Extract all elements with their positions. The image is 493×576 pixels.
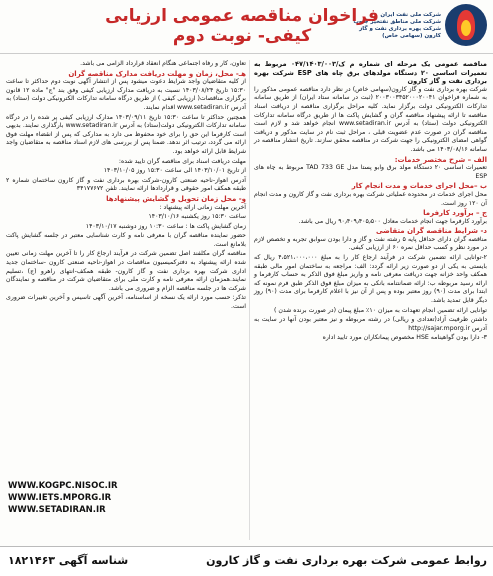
paragraph: توانایی ارائه تضمین انجام تعهدات به میزان ۱۰٪ مبلغ پیمان (در صورت برنده شدن ) xyxy=(273,306,487,314)
paragraph: تذکر: حسب مورد ارائه یک نسخه از اساسنامه، آخرین آگهی تاسیس و آخرین تغییرات ضروری است. xyxy=(6,294,246,311)
website-link[interactable]: WWW.IETS.MPORG.IR xyxy=(8,493,112,503)
section-heading: و- محل زمان تحویل و گشایش پیشنهادها xyxy=(106,194,246,203)
paragraph: آدرس اهواز-ناحیه صنعتی کارون-شرکت بهره برداری نفت و گاز کارون ساختمان شماره ۲ طبقه همکف امور حقوقی و قراردادها ارائه نمایند. تلفن ۳۴۱۷۷۶۷۲ xyxy=(6,176,246,193)
tender-heading: مناقصه عمومی یک مرحله ای شماره م ک/۰۴۷/۱۴۰۳/۰۰۳ مربوط به تعمیرات اساسی ۲۰ دستگاه مولدهای برق چاه های ESP شرکت بهره برداری نفت و گاز کارون xyxy=(254,60,488,86)
section-heading: هـ- محل، زمان و مهلت دریافت مدارک مناقصه گران xyxy=(68,69,246,78)
paragraph: از کلیه متقاضیان واجد شرایط دعوت میشود پس از انتشار آگهی نوبت دوم حداکثر تا ساعت ۱۵:۳۰ تاریخ ۱۴۰۳/۰۸/۲۴ نسبت به دریافت مدارک ارزیابی کیفی وفق بند "ج" ماده ۱۲ قانون برگزاری مناقصات( ارزیابی کیفی ) از طریق درگاه سامانه تدارکات الکترونیکی دولت (ستاد) به آدرس www.setadiran.ir اقدام نمایند. xyxy=(6,78,246,111)
paragraph: تعاون، کار و رفاه اجتماعی هنگام انعقاد قرارداد الزامی می باشد. xyxy=(80,60,246,67)
website-link[interactable]: WWW.KOGPC.NISOC.IR xyxy=(8,481,118,491)
ad-identifier: شناسه آگهی ۱۸۲۱۴۶۳ xyxy=(8,554,129,567)
page-title: فراخوان مناقصه عمومی ارزیابی کیفی- نوبت دوم xyxy=(105,6,379,46)
paragraph: مناقصه گران دارای حداقل پایه ۵ رشته نفت و گاز و دارا بودن سوابق تجربه و تخصص لازم در مورد نظر و کسب حداقل نمره ۶۰ از ارزیابی کیفی. xyxy=(254,235,487,252)
section-heading: ب –محل اجرای خدمات و مدت انجام کار xyxy=(351,182,487,191)
paragraph: برآورد کارفرما جهت انجام خدمات معادل ۹۰٫۴۰۹٫۴۰۵٫۵۰۰ ریال می باشد. xyxy=(298,217,487,225)
section-heading: ج – برآورد کارفرما xyxy=(423,209,487,218)
paragraph: شرکت بهره برداری نفت و گاز کارون(سهامی خاص) در نظر دارد مناقصه عمومی مذکور را به شماره فراخوان ۲۰۰۳۰۰۳۴۵۲۰۰۰۲۰۰۴۱ (ثبت در سامانه ستاد ایران) از طریق سامانه تدارکات الکترونیکی دولت برگزار نماید. کلیه مراحل برگزاری مناقصه از دریافت اسناد مناقصه تا ارائه پیشنهاد مناقصه گران و گشایش پاکت ها از طریق درگاه سامانه تدارکات الکترونیکی دولت (ستاد) به آدرس www.setadiran.ir انجام خواهد شد و لازم است مناقصه گران در صورت عدم عضویت قبلی ، مراحل ثبت نام در سایت مذکور و دریافت گواهی امضای الکترونیکی را جهت شرکت در مناقصه محقق سازند. تاریخ انتشار مناقصه در سامانه ۱۴۰۳/۰۸/۱۶ می باشد. xyxy=(254,85,488,153)
nioc-logo-icon xyxy=(445,4,487,46)
organization-name: شرکت ملی نفت ایران شرکت ملی مناطق نفتخیز جنوب شرکت بهره برداری نفت و گاز کارون (سهامی خاص) xyxy=(353,12,441,39)
left-column xyxy=(6,60,246,313)
section-heading: الف – شرح مختصر خدمات: xyxy=(394,155,487,164)
paragraph: مهلت دریافت اسناد برای مناقصه گران تایید شده: xyxy=(118,157,246,165)
paragraph: همچنین حداکثر تا ساعت ۱۵:۳۰ تاریخ ۱۴۰۳/۰۹/۱۱ مدارک ارزیابی کیفی پر شده را در درگاه سامانه تدارکات الکترونیکی دولت(ستاد) به آدرس www.setadiran.ir بارگذاری نمایند. بدیهی است کارفرما این حق را برای خود محفوظ می دارد به مدارکی که پس از انقضاء مهلت فوق ارائه می گردد، ترتیب اثر ندهد. ضمنا پس از بررسی های لازم اسناد مناقصه به متقاضیان واجد شرایط قابل ارائه خواهد بود. xyxy=(6,113,247,155)
paragraph: زمان گشایش پاکت ها : ساعت ۱۰:۳۰ روز دوشنبه ۱۴۰۳/۱۰/۱۷ xyxy=(85,222,246,230)
paragraph: حضور نماینده مناقصه گران با معرفی نامه و کارت شناسایی معتبر در جلسه گشایش پاکت بلامانع است. xyxy=(6,232,246,248)
paragraph: از تاریخ ۱۴۰۳/۱۰/۰۱ الی ساعت ۱۵:۳۰ روز ۱۴۰۳/۱۰/۰۵ xyxy=(103,167,246,175)
header xyxy=(0,0,493,54)
paragraph: ۲-توانایی ارائه تضمین شرکت در فرآیند ارجاع کار را به مبلغ ۴،۵۲۱،۰۰۰،۰۰۰ ریال که بایستی به یکی از دو صورت زیر ارائه گردد: الف: مراجعه به ساختمان امور مالی طبقه همکف واحد خزانه جهت دریافت معرفی نامه و واریز مبلغ فوق الذکر به حساب کارفرما و ارائه رسید مربوطه ب: ارائه ضمانتنامه بانکی به میزان مبلغ فوق الذکر طبق فرم نمونه که ابتدا برای مدت (۹۰) روز معتبر بوده و پس از آن نیز با اعلام کارفرما برای مدت (۹۰) روز دیگر قابل تمدید باشد. xyxy=(254,254,487,305)
paragraph: آخرین مهلت زمانی ارائه پیشنهاد : xyxy=(159,203,246,211)
paragraph: داشتن ظرفیت آزاد(تعدادی و ریالی) در رشته مربوطه و نیز معتبر بودن آنها در سایت به آدرس http://sajar.mporg.ir xyxy=(254,316,487,332)
paragraph: محل اجرای خدمات در محدوده عملیاتی شرکت بهره برداری نفت و گاز کارون و مدت انجام آن ۱۲۰ روز است. xyxy=(254,190,487,207)
paragraph: مناقصه گران مکلفند اصل تضمین شرکت در فرآیند ارجاع کار را تا آخرین مهلت زمانی تعیین شده ارائه پیشنهاد به دفترکمیسیون مناقصات در اهواز-ناحیه صنعتی کارون -ساختمان جدید اداری شرکت بهره برداری نفت و گاز کارون- طبقه همکف-انتهای راهرو (ج) ،تسلیم نمایند.همزمان ارائه معرفی نامه و کارت ملی برای متقاضیان شرکت در مناقصه و نمایندگان شرکت ها در جلسه مناقصه الزام و ضروری می باشد. xyxy=(6,250,246,292)
paragraph: تعمیرات اساسی ۲۰ دستگاه مولد برق وابو پستا مدل TAD 733 GE مربوط به چاه های ESP xyxy=(254,164,487,180)
footer-organization: روابط عمومی شرکت بهره برداری نفت و گاز کارون xyxy=(206,554,487,567)
footer xyxy=(0,546,493,576)
paragraph: ۳- دارا بودن گواهینامه HSE مخصوص پیمانکاران مورد تایید اداره xyxy=(322,334,487,342)
right-column xyxy=(254,60,487,344)
website-link[interactable]: WWW.SETADIRAN.IR xyxy=(8,505,106,515)
website-list xyxy=(8,480,158,516)
section-heading: د- شرایط مناقصه گران متقاضی xyxy=(375,227,487,236)
column-divider xyxy=(249,60,250,540)
paragraph: ساعت ۱۵:۳۰ روز یکشنبه ۱۴۰۳/۱۰/۱۶ xyxy=(148,213,246,221)
